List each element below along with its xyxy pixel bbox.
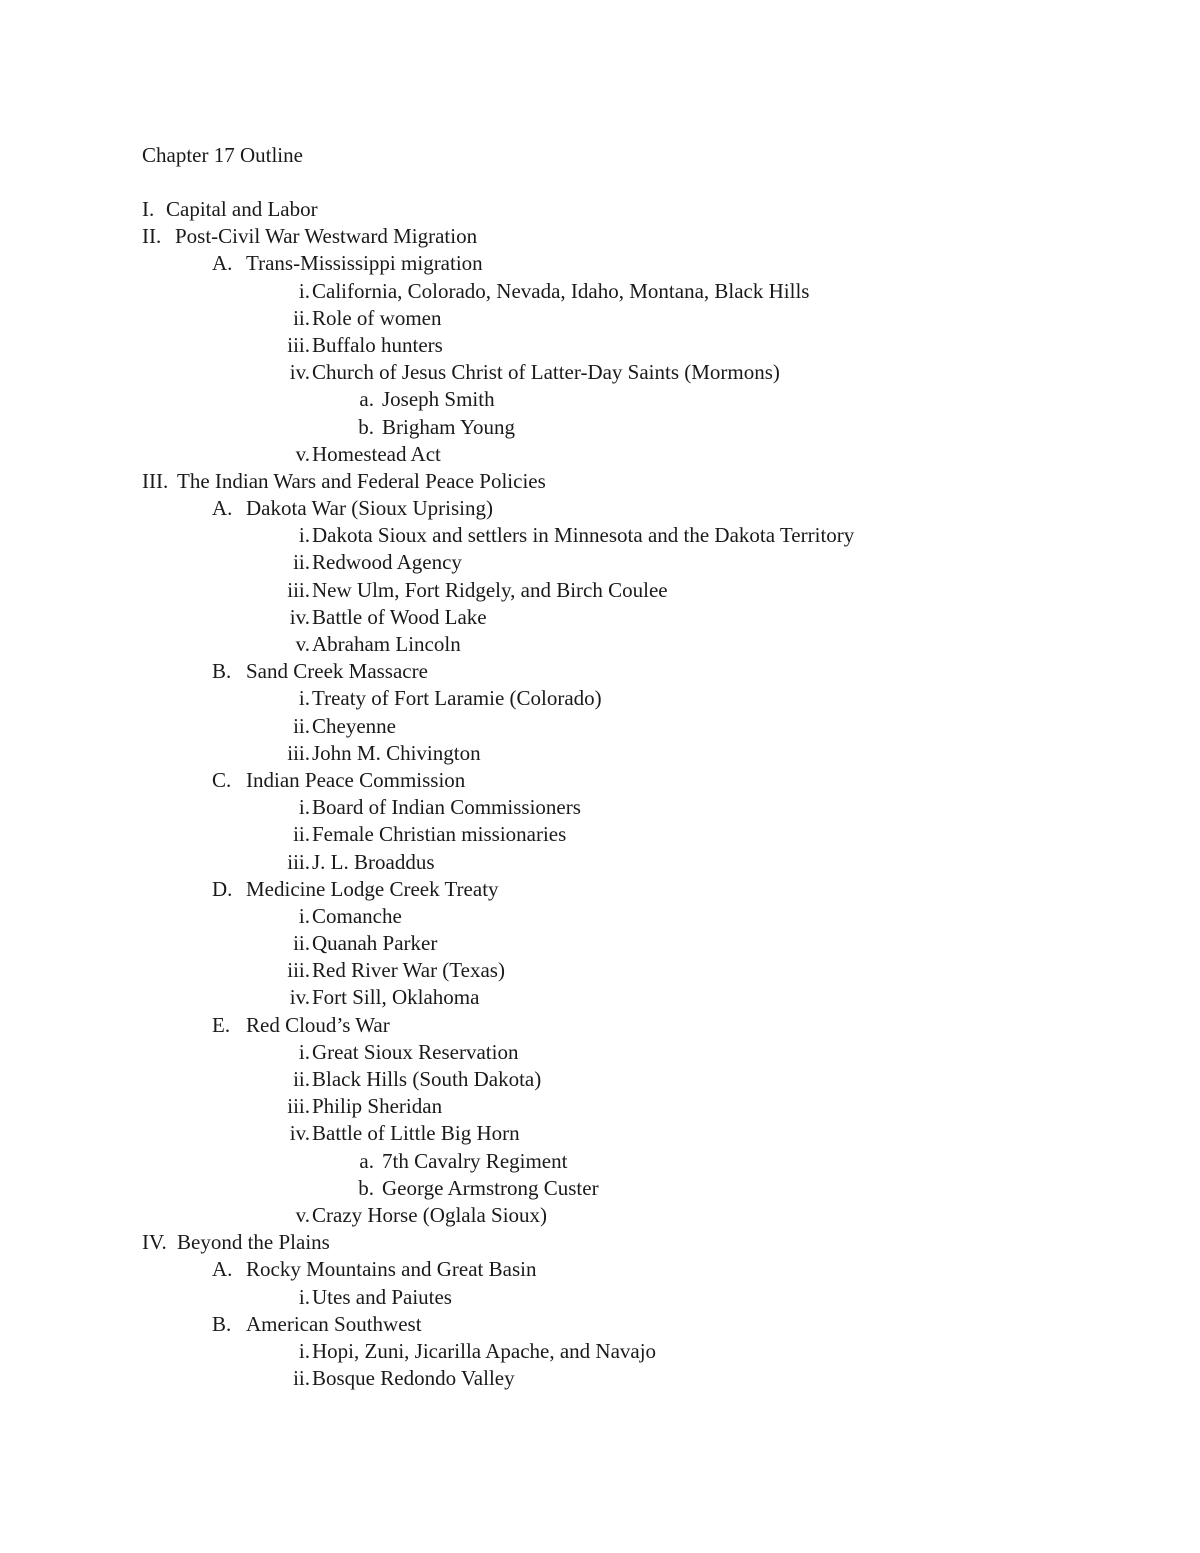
outline-item — [0, 930, 1200, 957]
outline-item — [0, 957, 1200, 984]
outline-marker: D. — [212, 876, 233, 901]
outline-text: John M. Chivington — [312, 740, 481, 765]
outline-marker: b. — [358, 414, 374, 439]
outline-item — [0, 740, 1200, 767]
outline-text: Indian Peace Commission — [246, 767, 466, 792]
outline-item — [0, 441, 1200, 468]
outline-text: Cheyenne — [312, 713, 396, 738]
outline-text: American Southwest — [246, 1311, 422, 1336]
outline-marker: III. — [142, 468, 169, 493]
outline-item — [0, 604, 1200, 631]
outline-marker: E. — [212, 1012, 231, 1037]
outline-item — [0, 1175, 1200, 1202]
outline-marker: A. — [212, 251, 233, 276]
outline-item — [0, 414, 1200, 441]
outline-marker: iii. — [287, 740, 310, 765]
outline-text: Bosque Redondo Valley — [312, 1366, 515, 1391]
outline-marker: i. — [298, 278, 310, 303]
outline-text: Fort Sill, Oklahoma — [312, 985, 480, 1010]
outline-marker: iv. — [289, 985, 310, 1010]
outline-marker: ii. — [293, 822, 310, 847]
outline-item — [0, 1120, 1200, 1147]
outline-text: Battle of Wood Lake — [312, 604, 487, 629]
outline-text: Great Sioux Reservation — [312, 1039, 519, 1064]
outline-marker: iii. — [287, 332, 310, 357]
outline-item — [0, 658, 1200, 685]
outline-marker: I. — [142, 197, 155, 221]
outline-item — [0, 1256, 1200, 1283]
outline-item — [0, 1093, 1200, 1120]
outline-item — [0, 305, 1200, 332]
outline-text: Utes and Paiutes — [312, 1284, 452, 1309]
outline-text: J. L. Broaddus — [312, 849, 435, 874]
outline-item — [0, 278, 1200, 305]
outline-item — [0, 767, 1200, 794]
outline-marker: iv. — [289, 604, 310, 629]
outline-marker: v. — [295, 632, 310, 656]
outline-item — [0, 1365, 1200, 1392]
outline-text: California, Colorado, Nevada, Idaho, Montana, Black Hills — [312, 278, 810, 303]
outline-item — [0, 903, 1200, 930]
outline-item — [0, 876, 1200, 903]
outline-text: Role of women — [312, 305, 442, 330]
outline-item — [0, 1229, 1200, 1256]
outline-marker: ii. — [293, 305, 310, 330]
outline-marker: iii. — [287, 577, 310, 602]
outline-text: Dakota War (Sioux Uprising) — [246, 496, 493, 521]
outline-text: Quanah Parker — [312, 931, 438, 956]
outline-item — [0, 821, 1200, 848]
outline-marker: ii. — [293, 713, 310, 738]
outline-item — [0, 468, 1200, 495]
outline-item — [0, 495, 1200, 522]
outline-marker: B. — [212, 659, 232, 684]
outline-item — [0, 549, 1200, 576]
outline-marker: v. — [295, 1202, 310, 1227]
outline-item — [0, 359, 1200, 386]
outline-marker: C. — [212, 767, 232, 792]
outline-marker: iii. — [287, 849, 310, 874]
outline-text: Buffalo hunters — [312, 332, 443, 357]
outline-text: New Ulm, Fort Ridgely, and Birch Coulee — [312, 577, 668, 602]
outline-text: Crazy Horse (Oglala Sioux) — [312, 1202, 548, 1227]
outline-item — [0, 1066, 1200, 1093]
outline-marker: ii. — [293, 1067, 310, 1091]
outline-text: Treaty of Fort Laramie (Colorado) — [312, 686, 602, 711]
outline-marker: B. — [212, 1311, 232, 1336]
outline-marker: i. — [298, 903, 310, 928]
outline-text: Abraham Lincoln — [312, 632, 461, 656]
outline-item — [0, 196, 1200, 223]
outline-text: George Armstrong Custer — [382, 1175, 599, 1200]
outline-marker: i. — [298, 1039, 310, 1064]
outline-item — [0, 250, 1200, 277]
outline-marker: IV. — [142, 1230, 167, 1255]
outline-marker: b. — [358, 1175, 374, 1200]
outline-text: Beyond the Plains — [177, 1230, 330, 1255]
outline-marker: i. — [298, 686, 310, 711]
outline-text: Post-Civil War Westward Migration — [175, 224, 478, 249]
outline-marker: II. — [142, 224, 162, 249]
outline-item — [0, 631, 1200, 658]
outline-item — [0, 685, 1200, 712]
outline-text: The Indian Wars and Federal Peace Policies — [177, 468, 546, 493]
outline-text: Board of Indian Commissioners — [312, 795, 581, 820]
outline-item — [0, 794, 1200, 821]
outline-text: Battle of Little Big Horn — [312, 1121, 520, 1146]
outline-text: Trans-Mississippi migration — [246, 251, 483, 276]
outline-marker: ii. — [293, 1366, 310, 1391]
outline-item — [0, 713, 1200, 740]
outline-text: 7th Cavalry Regiment — [382, 1148, 568, 1173]
outline-text: Hopi, Zuni, Jicarilla Apache, and Navajo — [312, 1338, 657, 1363]
outline-list — [0, 196, 1200, 1392]
outline-item — [0, 1012, 1200, 1039]
outline-text: Church of Jesus Christ of Latter-Day Saints (Mormons) — [312, 360, 780, 385]
outline-marker: A. — [212, 1257, 233, 1282]
outline-marker: iv. — [289, 360, 310, 385]
outline-text: Joseph Smith — [382, 387, 495, 412]
outline-item — [0, 849, 1200, 876]
outline-marker: i. — [298, 1338, 310, 1363]
outline-text: Comanche — [312, 903, 402, 928]
outline-text: Philip Sheridan — [312, 1094, 443, 1119]
outline-marker: a. — [359, 387, 374, 412]
outline-item — [0, 1148, 1200, 1175]
page-title: Chapter 17 Outline — [142, 143, 303, 167]
outline-item — [0, 577, 1200, 604]
outline-item — [0, 332, 1200, 359]
outline-item — [0, 1039, 1200, 1066]
outline-text: Capital and Labor — [166, 197, 318, 221]
outline-text: Female Christian missionaries — [312, 822, 567, 847]
outline-text: Black Hills (South Dakota) — [312, 1067, 542, 1091]
outline-marker: ii. — [293, 550, 310, 575]
outline-marker: i. — [298, 795, 310, 820]
outline-item — [0, 1202, 1200, 1229]
outline-marker: iii. — [287, 958, 310, 983]
outline-item — [0, 522, 1200, 549]
outline-text: Sand Creek Massacre — [246, 659, 428, 684]
outline-text: Homestead Act — [312, 441, 441, 466]
outline-marker: ii. — [293, 931, 310, 956]
outline-marker: a. — [359, 1148, 374, 1173]
outline-item — [0, 223, 1200, 250]
outline-marker: iv. — [289, 1121, 310, 1146]
outline-marker: A. — [212, 496, 233, 521]
outline-text: Rocky Mountains and Great Basin — [246, 1257, 537, 1282]
outline-marker: i. — [298, 1284, 310, 1309]
outline-marker: v. — [295, 441, 310, 466]
outline-item — [0, 984, 1200, 1011]
outline-item — [0, 1284, 1200, 1311]
outline-marker: i. — [298, 523, 310, 548]
outline-item — [0, 386, 1200, 413]
outline-text: Red Cloud’s War — [246, 1012, 390, 1037]
outline-text: Brigham Young — [382, 414, 516, 439]
outline-text: Medicine Lodge Creek Treaty — [246, 876, 499, 901]
outline-marker: iii. — [287, 1094, 310, 1119]
outline-text: Dakota Sioux and settlers in Minnesota and the Dakota Territory — [312, 523, 855, 548]
outline-item — [0, 1311, 1200, 1338]
outline-item — [0, 1338, 1200, 1365]
outline-text: Redwood Agency — [312, 550, 462, 575]
outline-text: Red River War (Texas) — [312, 958, 505, 983]
